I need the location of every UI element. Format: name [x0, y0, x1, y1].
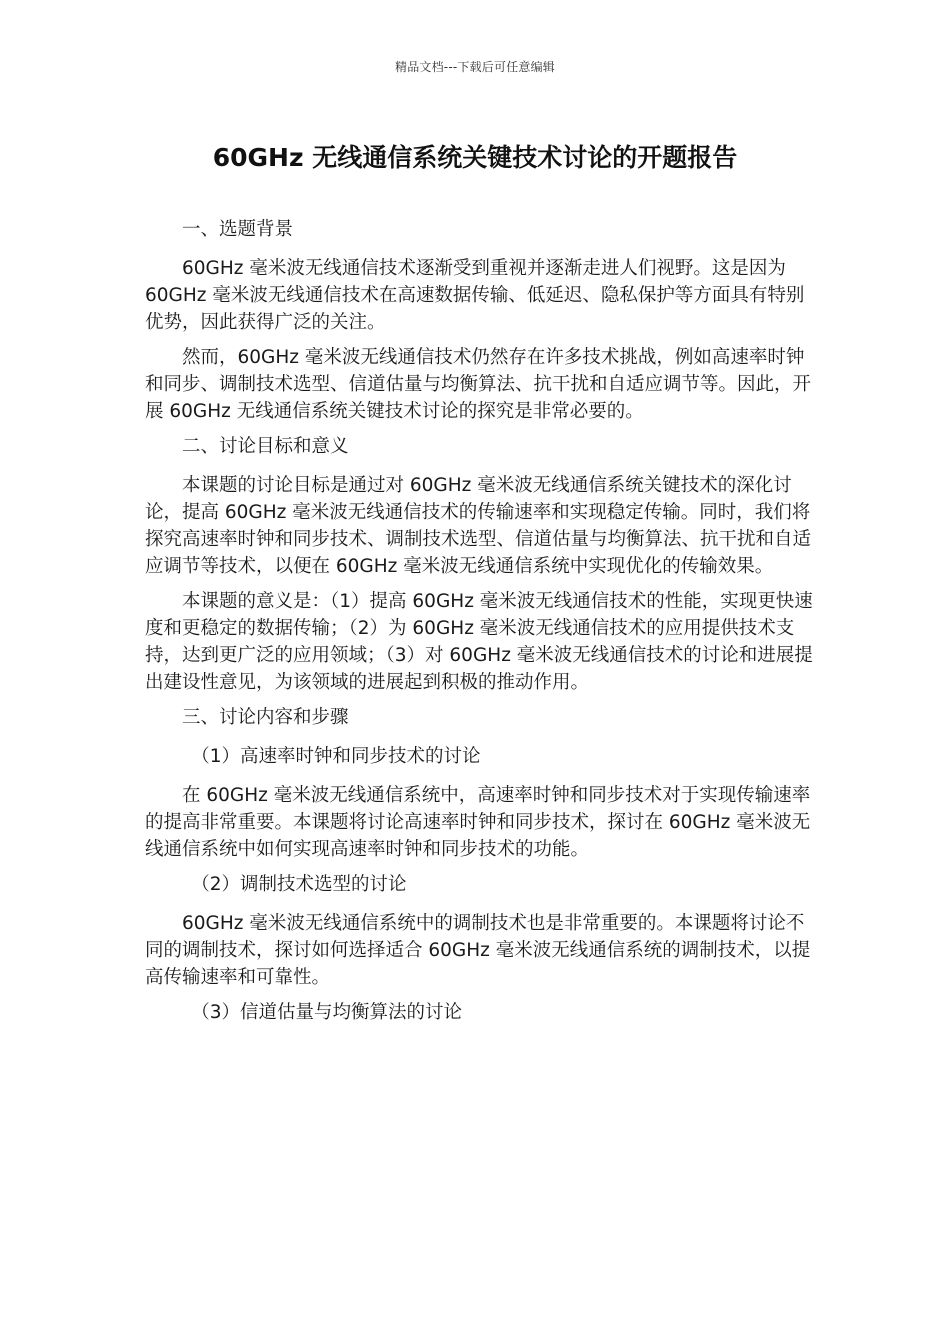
- paragraph: 60GHz 毫米波无线通信技术逐渐受到重视并逐渐走进人们视野。这是因为 60GHz 毫米波无线通信技术在高速数据传输、低延迟、隐私保护等方面具有特别优势，因此获得广泛的关注。: [145, 258, 805, 333]
- paragraph: 60GHz 毫米波无线通信系统中的调制技术也是非常重要的。本课题将讨论不同的调制技术，探讨如何选择适合 60GHz 毫米波无线通信系统的调制技术，以提高传输速率和可靠性。: [145, 913, 811, 988]
- section-heading-goals: 二、讨论目标和意义: [182, 436, 349, 457]
- document-body: [145, 216, 815, 1038]
- subsection-heading-channel-estimation: （3）信道估量与均衡算法的讨论: [191, 1002, 463, 1023]
- subsection-heading-modulation: （2）调制技术选型的讨论: [191, 874, 407, 895]
- header-note: 精品文档---下载后可任意编辑: [395, 60, 555, 74]
- paragraph: 本课题的讨论目标是通过对 60GHz 毫米波无线通信系统关键技术的深化讨论，提高 60GHz 毫米波无线通信技术的传输速率和实现稳定传输。同时，我们将探究高速率时钟和同步技术、调制技术选型、信道估量与均衡算法、抗干扰和自适应调节等技术，以便在 60GHz 毫米波无线通信系统中实现优化的传输效果。: [145, 475, 812, 577]
- subsection-heading-clock-sync: （1）高速率时钟和同步技术的讨论: [191, 746, 481, 767]
- paragraph: 在 60GHz 毫米波无线通信系统中，高速率时钟和同步技术对于实现传输速率的提高非常重要。本课题将讨论高速率时钟和同步技术，探讨在 60GHz 毫米波无线通信系统中如何实现高速率时钟和同步技术的功能。: [145, 785, 811, 860]
- document-title: 60GHz 无线通信系统关键技术讨论的开题报告: [212, 143, 738, 172]
- paragraph: 本课题的意义是：（1）提高 60GHz 毫米波无线通信技术的性能，实现更快速度和更稳定的数据传输；（2）为 60GHz 毫米波无线通信技术的应用提供技术支持，达到更广泛的应用领域；（3）对 60GHz 毫米波无线通信技术的讨论和进展提出建设性意见，为该领域的进展起到积极的推动作用。: [145, 591, 813, 693]
- paragraph: 然而，60GHz 毫米波无线通信技术仍然存在许多技术挑战，例如高速率时钟和同步、调制技术选型、信道估量与均衡算法、抗干扰和自适应调节等。因此，开展 60GHz 无线通信系统关键技术讨论的探究是非常必要的。: [145, 347, 812, 422]
- section-heading-background: 一、选题背景: [182, 219, 294, 240]
- section-heading-content: 三、讨论内容和步骤: [182, 707, 349, 728]
